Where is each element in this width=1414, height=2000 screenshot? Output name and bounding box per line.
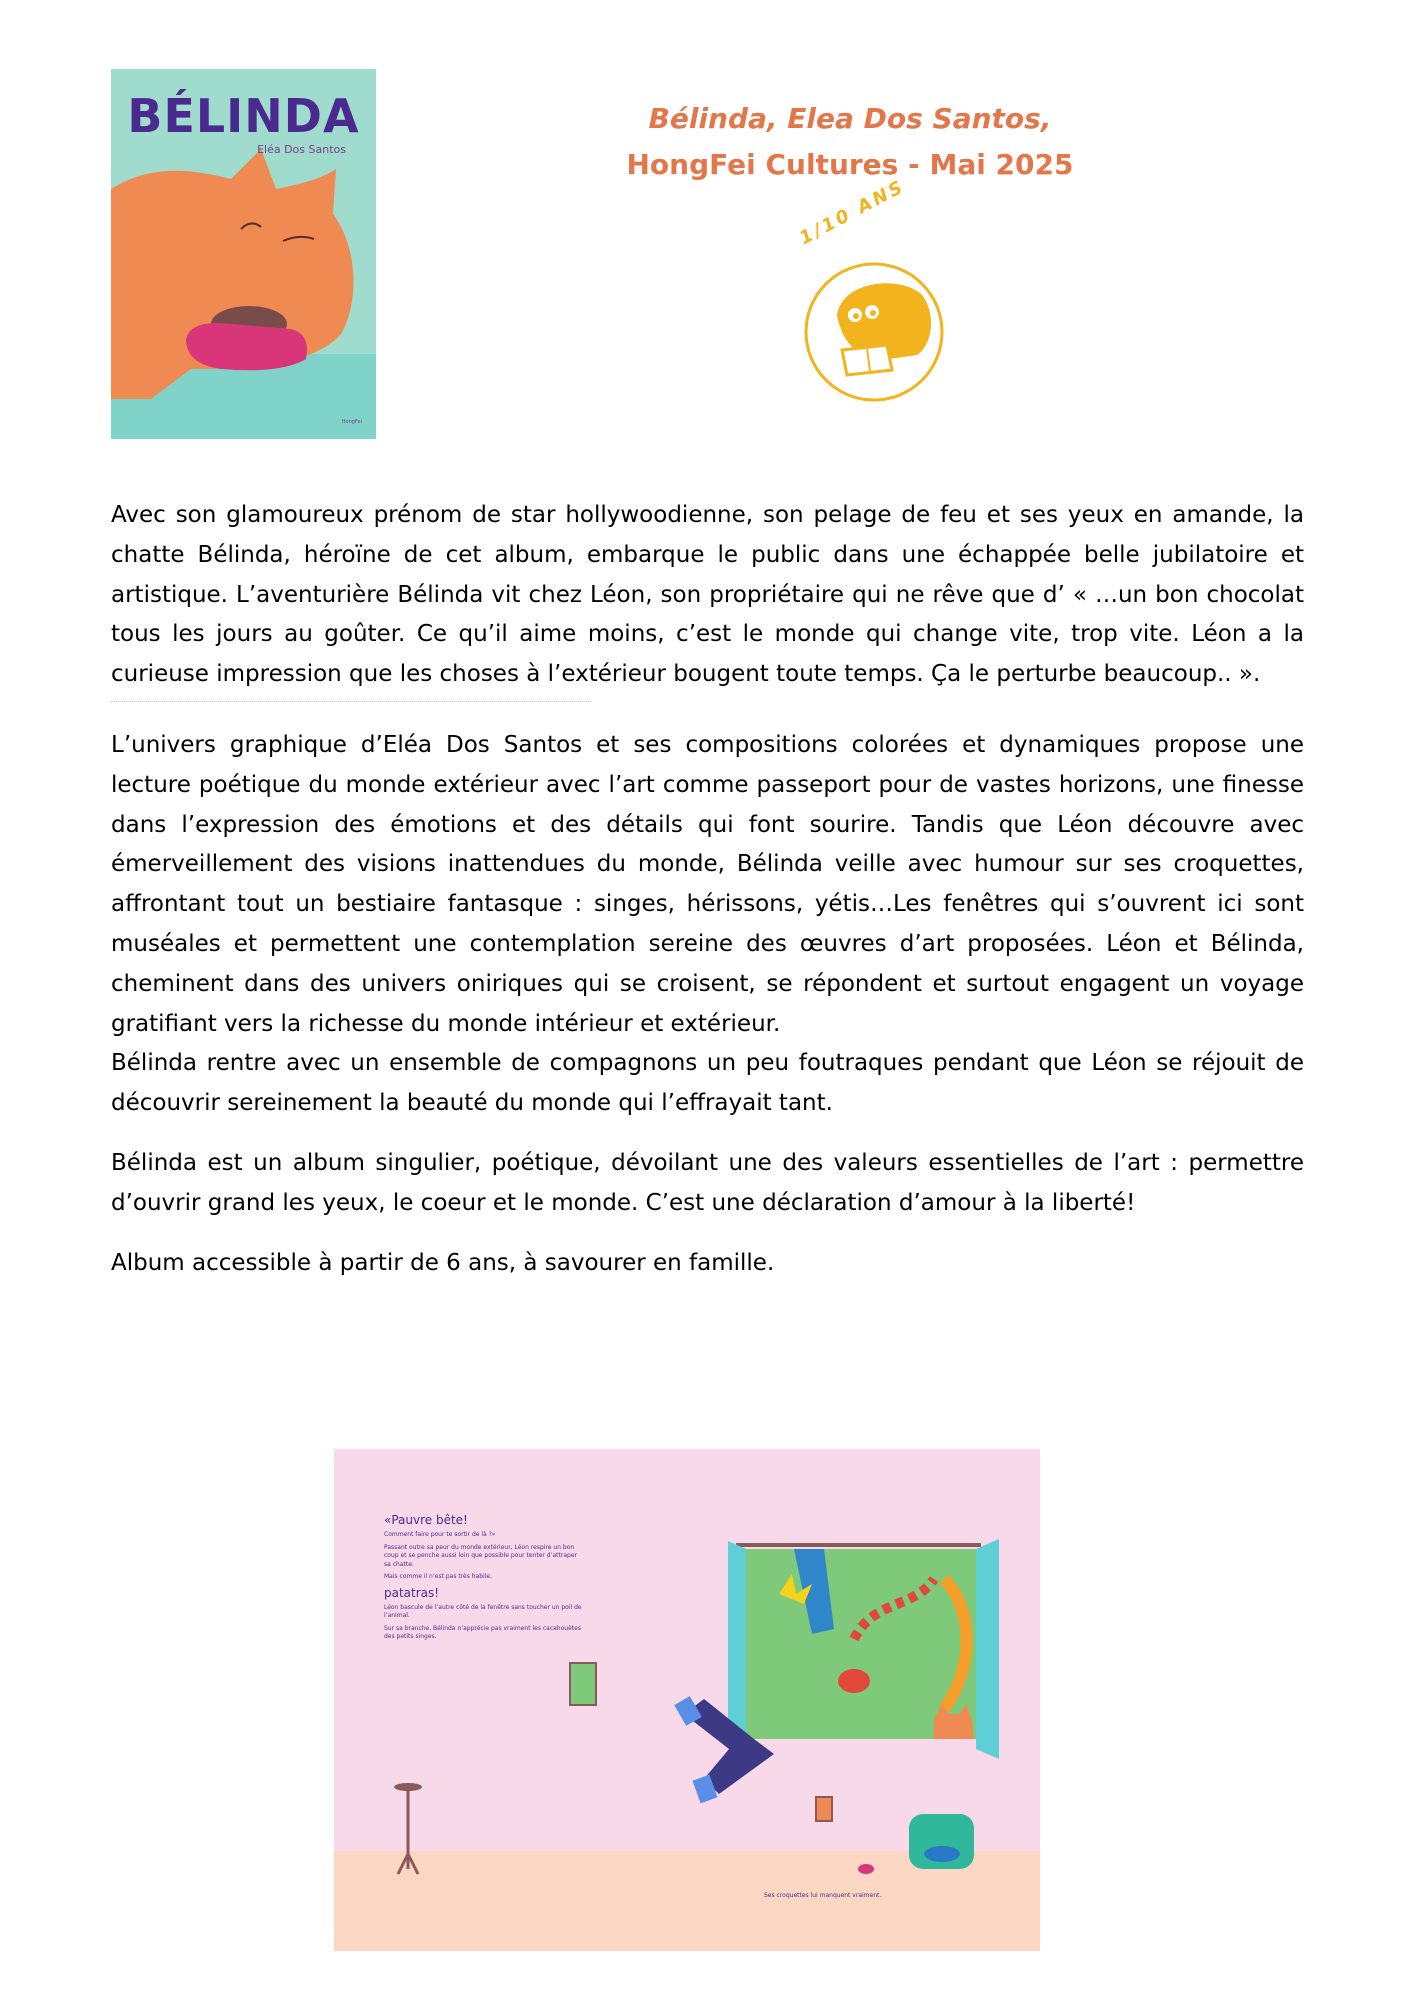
cat-bed-cushion [924,1846,960,1862]
header-title-line2: HongFei Cultures - Mai 2025 [626,148,1074,181]
age-range-label: 1/10 ANS [796,175,909,249]
window-lintel [736,1543,981,1547]
separator-line [111,701,591,716]
paragraph-intro: Avec son glamoureux prénom de star hollywoodienne, son pelage de feu et ses yeux en amande, la chatte Bélinda, héroïne de cet album, embarque le public dans une échappée belle jubilatoire et artistique. L’aventurière Bélinda vit chez Léon, son propriétaire qui ne rêve que d’ « …un bon chocolat tous les jours au goûter. Ce qu’il aime moins, c’est le monde qui change vite, trop vite. Léon a la curieuse impression que les choses à l’extérieur bougent toute temps. Ça le perturbe beaucoup.. ». [111,502,1304,688]
shutter-right [976,1539,999,1759]
cover-publisher: HongFei [341,419,362,425]
review-header [560,96,1140,188]
frog-reading-book-icon [792,220,952,410]
book-spread-illustration [334,1449,1040,1951]
cat-bowl [858,1864,874,1874]
spread-exclamation: patatras! [384,1585,440,1600]
header-title-line1: Bélinda, Elea Dos Santos, [648,102,1052,135]
paragraph-conclusion: Bélinda est un album singulier, poétique, dévoilant une des valeurs essentielles de l’art : permettre d’ouvrir grand les yeux, le coeur et le monde. C’est une déclaration d’amour à la liberté! [111,1149,1304,1216]
spread-caption: Ses croquettes lui manquent vraiment. [764,1892,882,1899]
review-body [111,496,1304,1283]
cover-bowl [186,323,307,370]
paragraph-graphic-universe: L’univers graphique d’Eléa Dos Santos et ses compositions colorées et dynamiques propose une lecture poétique du monde extérieur avec l’art comme passeport pour de vastes horizons, une finesse dans l’expression des émotions et des détails qui font sourire. Tandis que Léon découvre avec émerveillement des visions inattendues du monde, Bélinda veille avec humour sur ses croquettes, affrontant tout un bestiaire fantasque : singes, hérissons, yétis…Les fenêtres qui s’ouvrent ici sont muséales et permettent une contemplation sereine des œuvres d’art proposées. Léon et Bélinda, cheminent dans des univers oniriques qui se croisent, se répondent et surtout engagent un voyage gratifiant vers la richesse du monde intérieur et extérieur. [111,731,1304,1037]
spread-para2: Mais comme il n’est pas très habile, [384,1573,492,1580]
wall-frame-portrait [570,1663,596,1705]
paragraph-companions: Bélinda rentre avec un ensemble de compagnons un peu foutraques pendant que Léon se réjouit de découvrir sereinement la beauté du monde qui l’effrayait tant. [111,1050,1304,1117]
shutter-left [728,1541,746,1747]
spread-para1: Passant outre sa peur du monde extérieur, Léon respire un bon coup et se penche aussi loin que possible pour tenter d’attraper sa chatte. [384,1543,577,1568]
cover-author: Eléa Dos Santos [257,143,346,156]
paragraph-age-recommendation: Album accessible à partir de 6 ans, à savourer en famille. [111,1249,775,1276]
paragraph-gap [111,1124,1304,1144]
cover-title: BÉLINDA [127,89,360,143]
book-cover-image [111,69,376,439]
spread-para4: Sur sa branche, Bélinda n’apprécie pas vraiment les cacahouètes des petits singes. [384,1624,581,1640]
window-heart [838,1669,870,1693]
paragraph-gap [111,1224,1304,1244]
stool-leg [398,1789,418,1874]
age-badge [792,175,952,410]
wall-frame-cat [816,1797,832,1821]
spread-line1: Comment faire pour te sortir de là ?» [384,1531,496,1538]
spread-story-text [384,1513,584,1646]
spread-heading: «Pauvre bête! [384,1513,468,1527]
spread-para3: Léon bascule de l’autre côté de la fenêtre sans toucher un poil de l’animal. [384,1603,582,1619]
